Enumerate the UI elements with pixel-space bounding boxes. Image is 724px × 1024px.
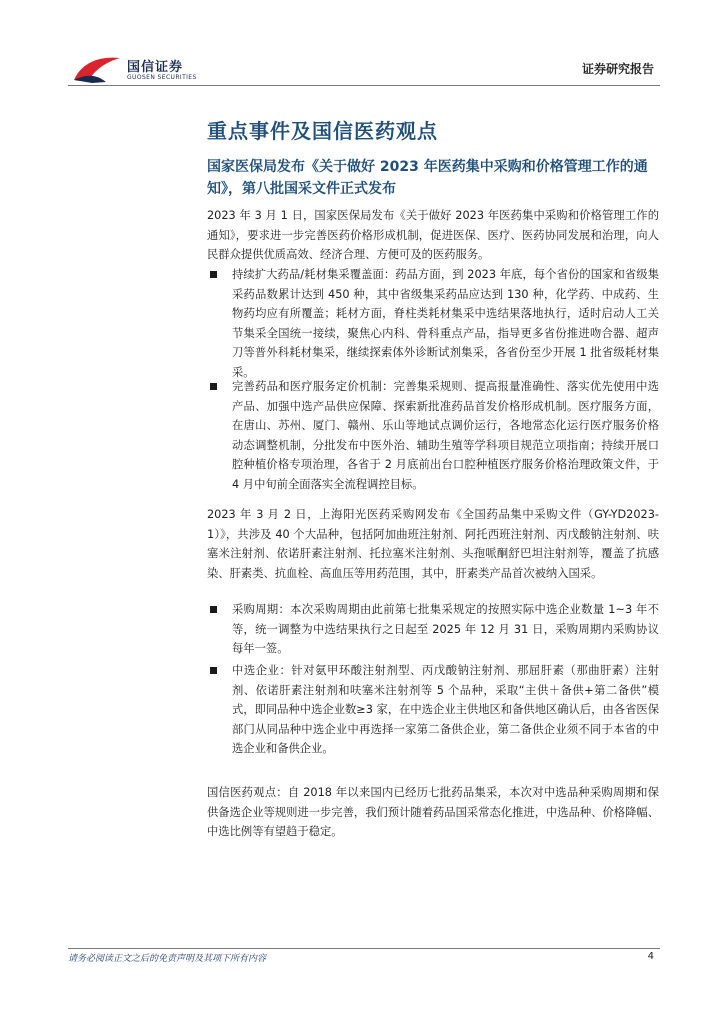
square-bullet-icon (210, 606, 217, 613)
logo-english-name: GUOSEN SECURITIES (127, 74, 197, 81)
section-title: 重点事件及国信医药观点 (207, 119, 438, 143)
news-headline: 国家医保局发布《关于做好 2023 年医药集中采购和价格管理工作的通知》，第八批国采文件正式发布 (207, 159, 648, 197)
square-bullet-icon (210, 271, 217, 278)
bullet-text: 持续扩大药品/耗材集采覆盖面：药品方面，到 2023 年底，每个省份的国家和省级集采药品数累计达到 450 种，其中省级集采药品应达到 130 种，化学药、中成药、生物药均应有所覆盖；耗材方面，脊柱类耗材集采中选结果落地执行，适时启动人工关节集采全国统一接续，聚焦心内科、骨科重点产品，指导更多省份推进吻合器、超声刀等普外科耗材集采，继续探索体外诊断试剂集采，各省份至少开展 1 批省级耗材集采。 (232, 268, 659, 379)
footer-divider (68, 948, 660, 949)
header-divider (68, 85, 660, 86)
logo-chinese-name: 国信证券 (127, 60, 184, 75)
bullet-text: 完善药品和医疗服务定价机制：完善集采规则、提高报量准确性、落实优先使用中选产品、加强中选产品供应保障、探索新批准药品首发价格形成机制。医疗服务方面，在唐山、苏州、厦门、赣州、乐山等地试点调价运行，各地常态化运行医疗服务价格动态调整机制，分批发布中医外治、辅助生殖等学科项目规范立项指南；持续开展口腔种植价格专项治理，各省于 2 月底前出台口腔种植医疗服务价格治理政策文件，于 4 月中旬前全面落实全流程调控目标。 (232, 380, 659, 491)
footer-disclaimer: 请务必阅读正文之后的免责声明及其项下所有内容 (68, 954, 267, 964)
square-bullet-icon (210, 383, 217, 390)
report-type-label: 证券研究报告 (581, 62, 654, 76)
paragraph-intro: 2023 年 3 月 1 日，国家医保局发布《关于做好 2023 年医药集中采购和价格管理工作的通知》，要求进一步完善医药价格形成机制，促进医保、医疗、医药协同发展和治理，向人民群众提供优质高效、经济合理、方便可及的医药服务。 (207, 209, 659, 261)
square-bullet-icon (210, 667, 217, 674)
page-header (0, 0, 724, 86)
bullet-text: 采购周期：本次采购周期由此前第七批集采规定的按照实际中选企业数量 1~3 年不等，统一调整为中选结果执行之日起至 2025 年 12 月 31 日，采购周期内采购协议每年一签。 (232, 603, 659, 655)
page-number: 4 (647, 951, 654, 962)
guosen-logo (72, 52, 197, 86)
paragraph-shanghai-procurement: 2023 年 3 月 2 日，上海阳光医药采购网发布《全国药品集中采购文件（GY-YD2023-1）》，共涉及 40 个大品种，包括阿加曲班注射剂、阿托西班注射剂、丙戊酸钠注射剂、呋塞米注射剂、依诺肝素注射剂、托拉塞米注射剂、头孢哌酮舒巴坦注射剂等，覆盖了抗感染、肝素类、抗血栓、高血压等用药范围，其中，肝素类产品首次被纳入国采。 (207, 508, 659, 580)
paragraph-guosen-view: 国信医药观点：自 2018 年以来国内已经历七批药品集采，本次对中选品种采购周期和保供备选企业等规则进一步完善，我们预计随着药品国采常态化推进，中选品种、价格降幅、中选比例等有望趋于稳定。 (207, 786, 659, 838)
bullet-text: 中选企业：针对氨甲环酸注射剂型、丙戊酸钠注射剂、那屈肝素（那曲肝素）注射剂、依诺肝素注射剂和呋塞米注射剂等 5 个品种，采取“主供＋备供+第二备供”模式，即同品种中选企业数≥3 家，在中选企业主供地区和备供地区确认后，由各省医保部门从同品种中选企业中再选择一家第二备供企业，第二备供企业须不同于本省的中选企业和备供企业。 (232, 664, 659, 755)
guosen-logo-icon (72, 52, 122, 84)
